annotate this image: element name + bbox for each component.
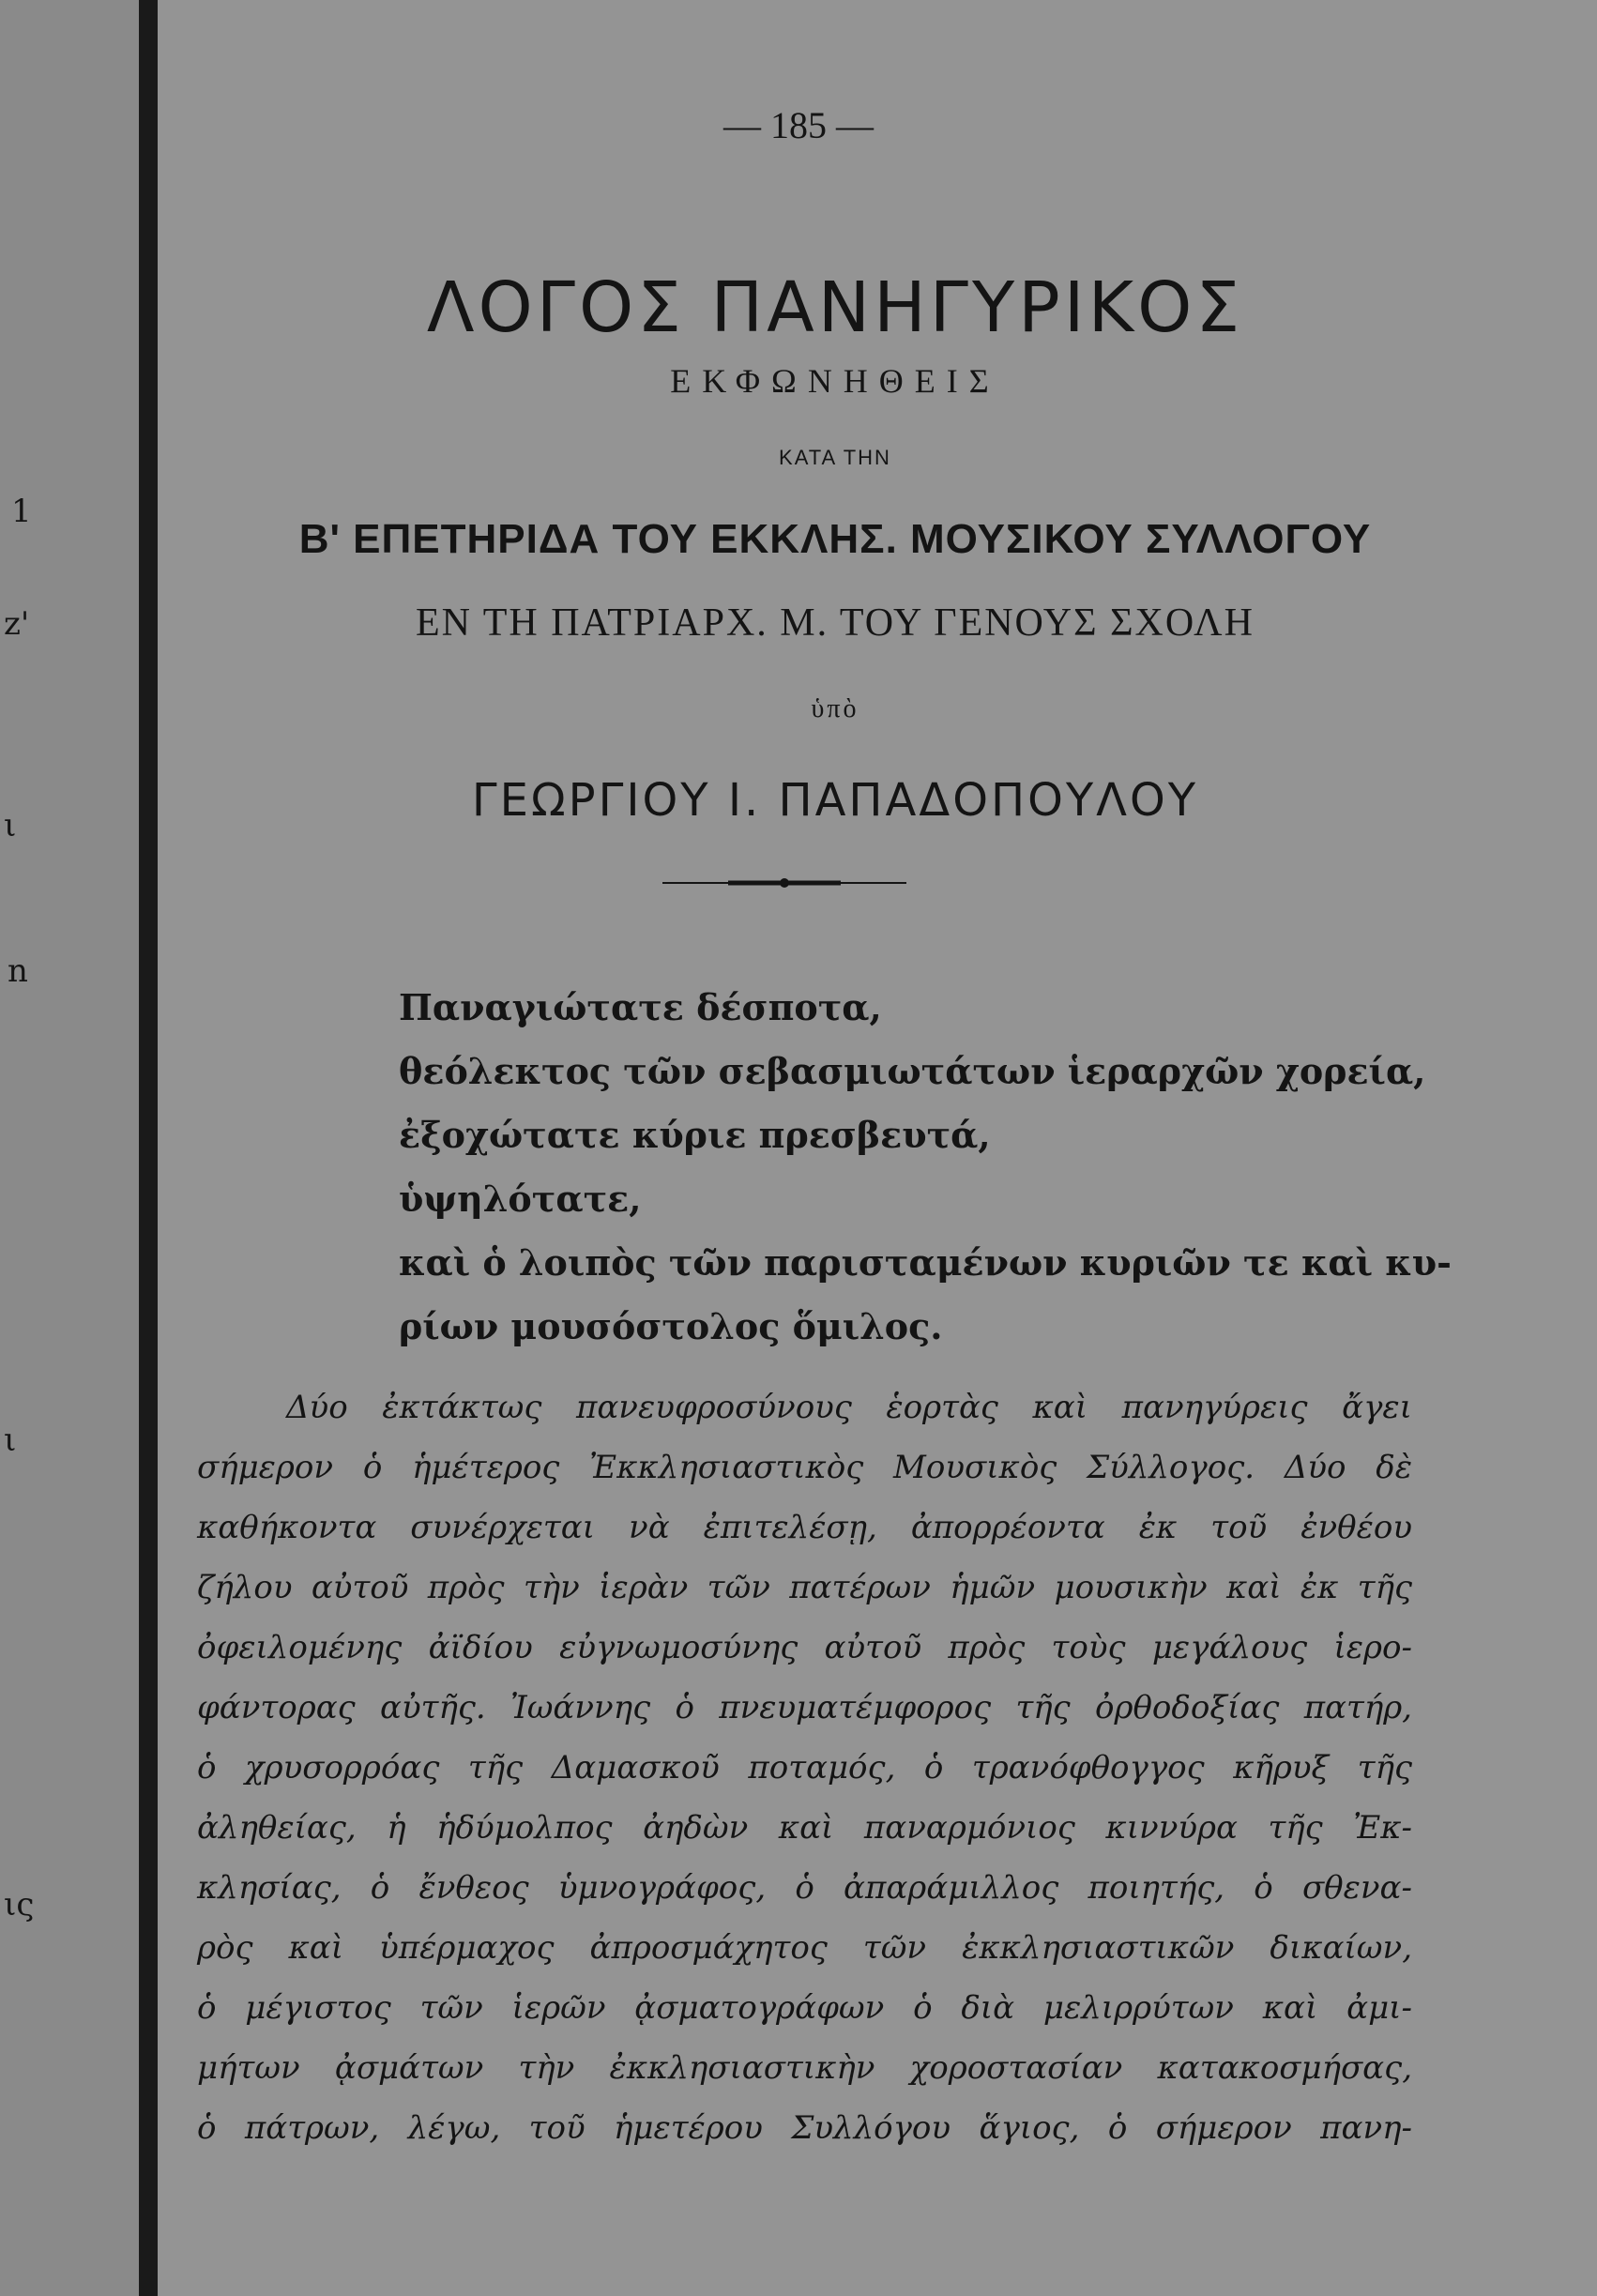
salutation-line: θεόλεκτος τῶν σεβασμιωτάτων ἱεραρχῶν χορεία, [399, 1050, 1426, 1092]
text-line: ὀφειλομένης ἀϊδίου εὐγνωμοσύνης αὐτοῦ πρὸς τοὺς μεγάλους ἱερο- [197, 1629, 1412, 1666]
subtitle-by: ὑπὸ [811, 694, 859, 723]
adjacent-page-fragment: n [8, 952, 28, 990]
text-line: ὁ χρυσορρόας τῆς Δαμασκοῦ ποταμός, ὁ τρανόφθογγος κῆρυξ τῆς [197, 1749, 1412, 1787]
subtitle-during: ΚΑΤΑ ΤΗΝ [779, 446, 891, 469]
text-line: ὁ πάτρων, λέγω, τοῦ ἡμετέρου Συλλόγου ἅγιος, ὁ σήμερον πανη- [197, 2109, 1412, 2147]
adjacent-page-fragment: 1 [11, 493, 32, 530]
salutation-line: Παναγιώτατε δέσποτα, [399, 986, 882, 1028]
text-line: φάντορας αὐτῆς. Ἰωάννης ὁ πνευματέμφορος τῆς ὀρθοδοξίας πατήρ, [197, 1689, 1412, 1726]
page-number: — 185 — [723, 104, 874, 146]
adjacent-page-fragment: ις [4, 1886, 35, 1923]
salutation-line: ρίων μουσόστολος ὅμιλος. [399, 1305, 943, 1347]
subtitle-pronounced: ΕΚΦΩΝΗΘΕΙΣ [670, 362, 1000, 400]
book-binding-edge [139, 0, 158, 2296]
body-paragraph [197, 1377, 1412, 2158]
text-line: κλησίας, ὁ ἔνθεος ὑμνογράφος, ὁ ἀπαράμιλλος ποιητής, ὁ σθενα- [197, 1869, 1412, 1907]
salutation-line: ἐξοχώτατε κύριε πρεσβευτά, [399, 1114, 991, 1156]
author-name: ΓΕΩΡΓΙΟΥ Ι. ΠΑΠΑΔΟΠΟΥΛΟΥ [471, 774, 1199, 827]
text-line: Δύο ἐκτάκτως πανευφροσύνους ἑορτὰς καὶ πανηγύρεις ἄγει [286, 1389, 1412, 1426]
adjacent-page-fragment: ι [4, 807, 17, 844]
adjacent-page-fragment: ι [4, 1422, 17, 1459]
salutation-line: καὶ ὁ λοιπὸς τῶν παρισταμένων κυριῶν τε καὶ κυ- [399, 1241, 1452, 1284]
salutation-line: ὑψηλότατε, [399, 1178, 642, 1220]
text-line: μήτων ᾀσμάτων τὴν ἐκκλησιαστικὴν χοροστασίαν κατακοσμήσας, [197, 2049, 1412, 2087]
text-line: ἀληθείας, ἡ ἡδύμολπος ἀηδὼν καὶ παναρμόνιος κιννύρα τῆς Ἐκ- [197, 1809, 1412, 1847]
text-line: καθήκοντα συνέρχεται νὰ ἐπιτελέσῃ, ἀπορρέοντα ἐκ τοῦ ἐνθέου [197, 1509, 1412, 1546]
subtitle-school: ΕΝ ΤΗ ΠΑΤΡΙΑΡΧ. Μ. ΤΟΥ ΓΕΝΟΥΣ ΣΧΟΛΗ [416, 601, 1255, 645]
text-line: ὁ μέγιστος τῶν ἱερῶν ᾀσματογράφων ὁ διὰ μελιρρύτων καὶ ἀμι- [197, 1989, 1412, 2027]
adjacent-page-margin [0, 0, 141, 2296]
text-line: σήμερον ὁ ἡμέτερος Ἐκκλησιαστικὸς Μουσικὸς Σύλλογος. Δύο δὲ [197, 1449, 1412, 1486]
subtitle-anniversary: Β' ΕΠΕΤΗΡΙΔΑ ΤΟΥ ΕΚΚΛΗΣ. ΜΟΥΣΙΚΟΥ ΣΥΛΛΟΓΟΥ [298, 516, 1372, 562]
ornamental-divider [662, 877, 906, 889]
salutation-block [399, 976, 1452, 1359]
text-line: ζήλου αὐτοῦ πρὸς τὴν ἱερὰν τῶν πατέρων ἡμῶν μουσικὴν καὶ ἐκ τῆς [197, 1569, 1412, 1606]
adjacent-page-fragment: z' [4, 605, 30, 643]
text-line: ρὸς καὶ ὑπέρμαχος ἀπροσμάχητος τῶν ἐκκλησιαστικῶν δικαίων, [197, 1929, 1412, 1967]
page-title: ΛΟΓΟΣ ΠΑΝΗΓΥΡΙΚΟΣ [426, 267, 1244, 348]
